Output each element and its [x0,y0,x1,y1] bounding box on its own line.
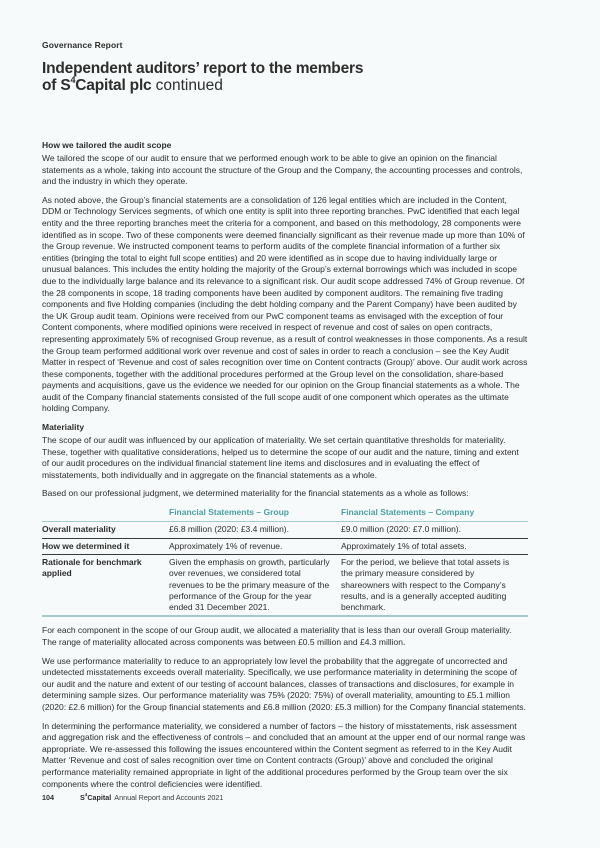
overall-materiality-group-value: £6.8 million (2020: £3.4 million). [169,522,341,538]
brand-superscript: 4 [70,74,76,85]
page-title-line1: Independent auditors’ report to the members [42,60,364,77]
page-title-line2-bold: of S [42,77,71,94]
page-title-line2-bold-rest: Capital plc [75,77,152,94]
page-footer [42,793,223,802]
rationale-company-value: For the period, we believe that total assets is the primary measure considered by shareowners with respect to the Company’s results, and is a generally accepted auditing benchmark. [341,556,510,613]
row-label-overall-materiality: Overall materiality [42,522,169,538]
materiality-table [42,507,528,617]
page-title-continued: continued [155,77,223,94]
row-label-rationale: Rationale for benchmark applied [42,556,142,579]
materiality-table-header-group: Financial Statements – Group [169,507,341,522]
materiality-table-header-row [42,507,528,522]
section-eyebrow: Governance Report [42,40,123,50]
section-heading-audit-scope: How we tailored the audit scope [42,140,172,150]
page-title [42,60,528,94]
audit-scope-paragraph-1: We tailored the scope of our audit to ensure that we performed enough work to be able to give an opinion on the financial statements as a whole, taking into account the structure of the Group and the Company, the accounting processes and controls, and the industry in which they operate. [42,153,523,187]
how-determined-company-value: Approximately 1% of total assets. [341,539,528,555]
materiality-table-header-company: Financial Statements – Company [341,507,528,522]
audit-scope-paragraph-2: As noted above, the Group’s financial statements are a consolidation of 126 legal entities which are included in the Content, DDM or Technology Services segments, of which one entity is split into three reporting branches. PwC identified that each legal entity and the three reporting branches meet the criteria for a component, and based on this methodology, 28 components were identified as in scope. Two of these components were deemed financially significant as their revenue made up more than 10% of the Group revenue. We instructed component teams to perform audits of the complete financial information of a further six entities (bringing the total to eight full scope entities) and 20 were identified as in scope due to having individually large or unusual balances. This includes the entity holding the majority of the Group’s external borrowings which was included in scope due to the individually large balance and its relevance to a significant risk. Our audit scope addressed 74% of Group revenue. Of the 28 components in scope, 18 trading components have been audited by component auditors. The remaining five trading components and five Holding companies (including the debt holding company and the Parent Company) have been audited by the UK Group audit team. Opinions were received from our PwC component teams as envisaged with the exception of four Content components, where modified opinions were received in respect of revenue and cost of sales on open contracts, representing approximately 5% of recognised Group revenue, as a result of control weaknesses in those components. As a result the Group team performed additional work over revenue and cost of sales in order to reach a conclusion – see the Key Audit Matter in respect of ‘Revenue and cost of sales recognition over time on Content contracts (Group)’ above. Our audit work across these components, together with the additional procedures performed at the Group level on the consolidation, share-based payments and acquisitions, gave us the evidence we needed for our opinion on the Group financial statements as a whole. The audit of the Company financial statements consisted of the full scope audit of one component which operates as the ultimate holding Company. [42,194,528,414]
brand-s: S [80,793,85,802]
how-determined-group-value: Approximately 1% of revenue. [169,539,341,555]
performance-paragraph-3: In determining the performance materiality, we considered a number of factors – the history of misstatements, risk assessment and aggregation risk and the effectiveness of controls – and concluded that an amount at the upper end of our normal range was appropriate. We re-assessed this following the issues encountered within the Content segment as referred to in the Key Audit Matter ‘Revenue and cost of sales recognition over time on Content contracts (Group)’ above and concluded the original performance materiality remained appropriate in light of the additional procedures performed by the Group team over the six components where the control deficiencies were identified. [42,720,526,789]
brand-logo-text [80,793,111,802]
materiality-paragraph-intro: Based on our professional judgment, we determined materiality for the financial statements as a whole as follows: [42,488,469,499]
table-row [42,522,528,538]
table-row [42,539,528,555]
performance-paragraph-1: For each component in the scope of our Group audit, we allocated a materiality that is less than our overall Group materiality. The range of materiality allocated across components was between £0.5 million and £4.3 million. [42,625,512,647]
materiality-table-header-blank [42,507,169,522]
section-heading-materiality: Materiality [42,422,85,433]
page-number: 104 [42,793,54,802]
materiality-paragraph-1: The scope of our audit was influenced by our application of materiality. We set certain quantitative thresholds for materiality. These, together with qualitative considerations, helped us to determine the scope of our audit and the nature, timing and extent of our audit procedures on the individual financial statement line items and disclosures and in evaluating the effect of misstatements, both individually and in aggregate on the financial statements as a whole. [42,435,519,480]
footer-report-title: Annual Report and Accounts 2021 [114,793,224,802]
overall-materiality-company-value: £9.0 million (2020: £7.0 million). [341,522,528,538]
brand-footer-superscript: 4 [84,792,88,798]
rationale-group-value: Given the emphasis on growth, particularly over revenues, we considered total revenues to be the primary measure of the performance of the Group for the year ended 31 December 2021. [169,556,330,613]
row-label-how-determined: How we determined it [42,539,169,555]
performance-paragraph-2: We use performance materiality to reduce to an appropriately low level the probability that the aggregate of uncorrected and undetected misstatements exceeds overall materiality. Specifically, we use performance materiality in determining the scope of our audit and the nature and extent of our testing of account balances, classes of transactions and disclosures, for example in determining sample sizes. Our performance materiality was 75% (2020: 75%) of overall materiality, amounting to £5.1 million (2020: £2.6 million) for the Group financial statements and £6.8 million (2020: £5.3 million) for the Company financial statements. [42,655,526,712]
brand-rest: Capital [87,793,112,802]
table-row [42,555,528,615]
